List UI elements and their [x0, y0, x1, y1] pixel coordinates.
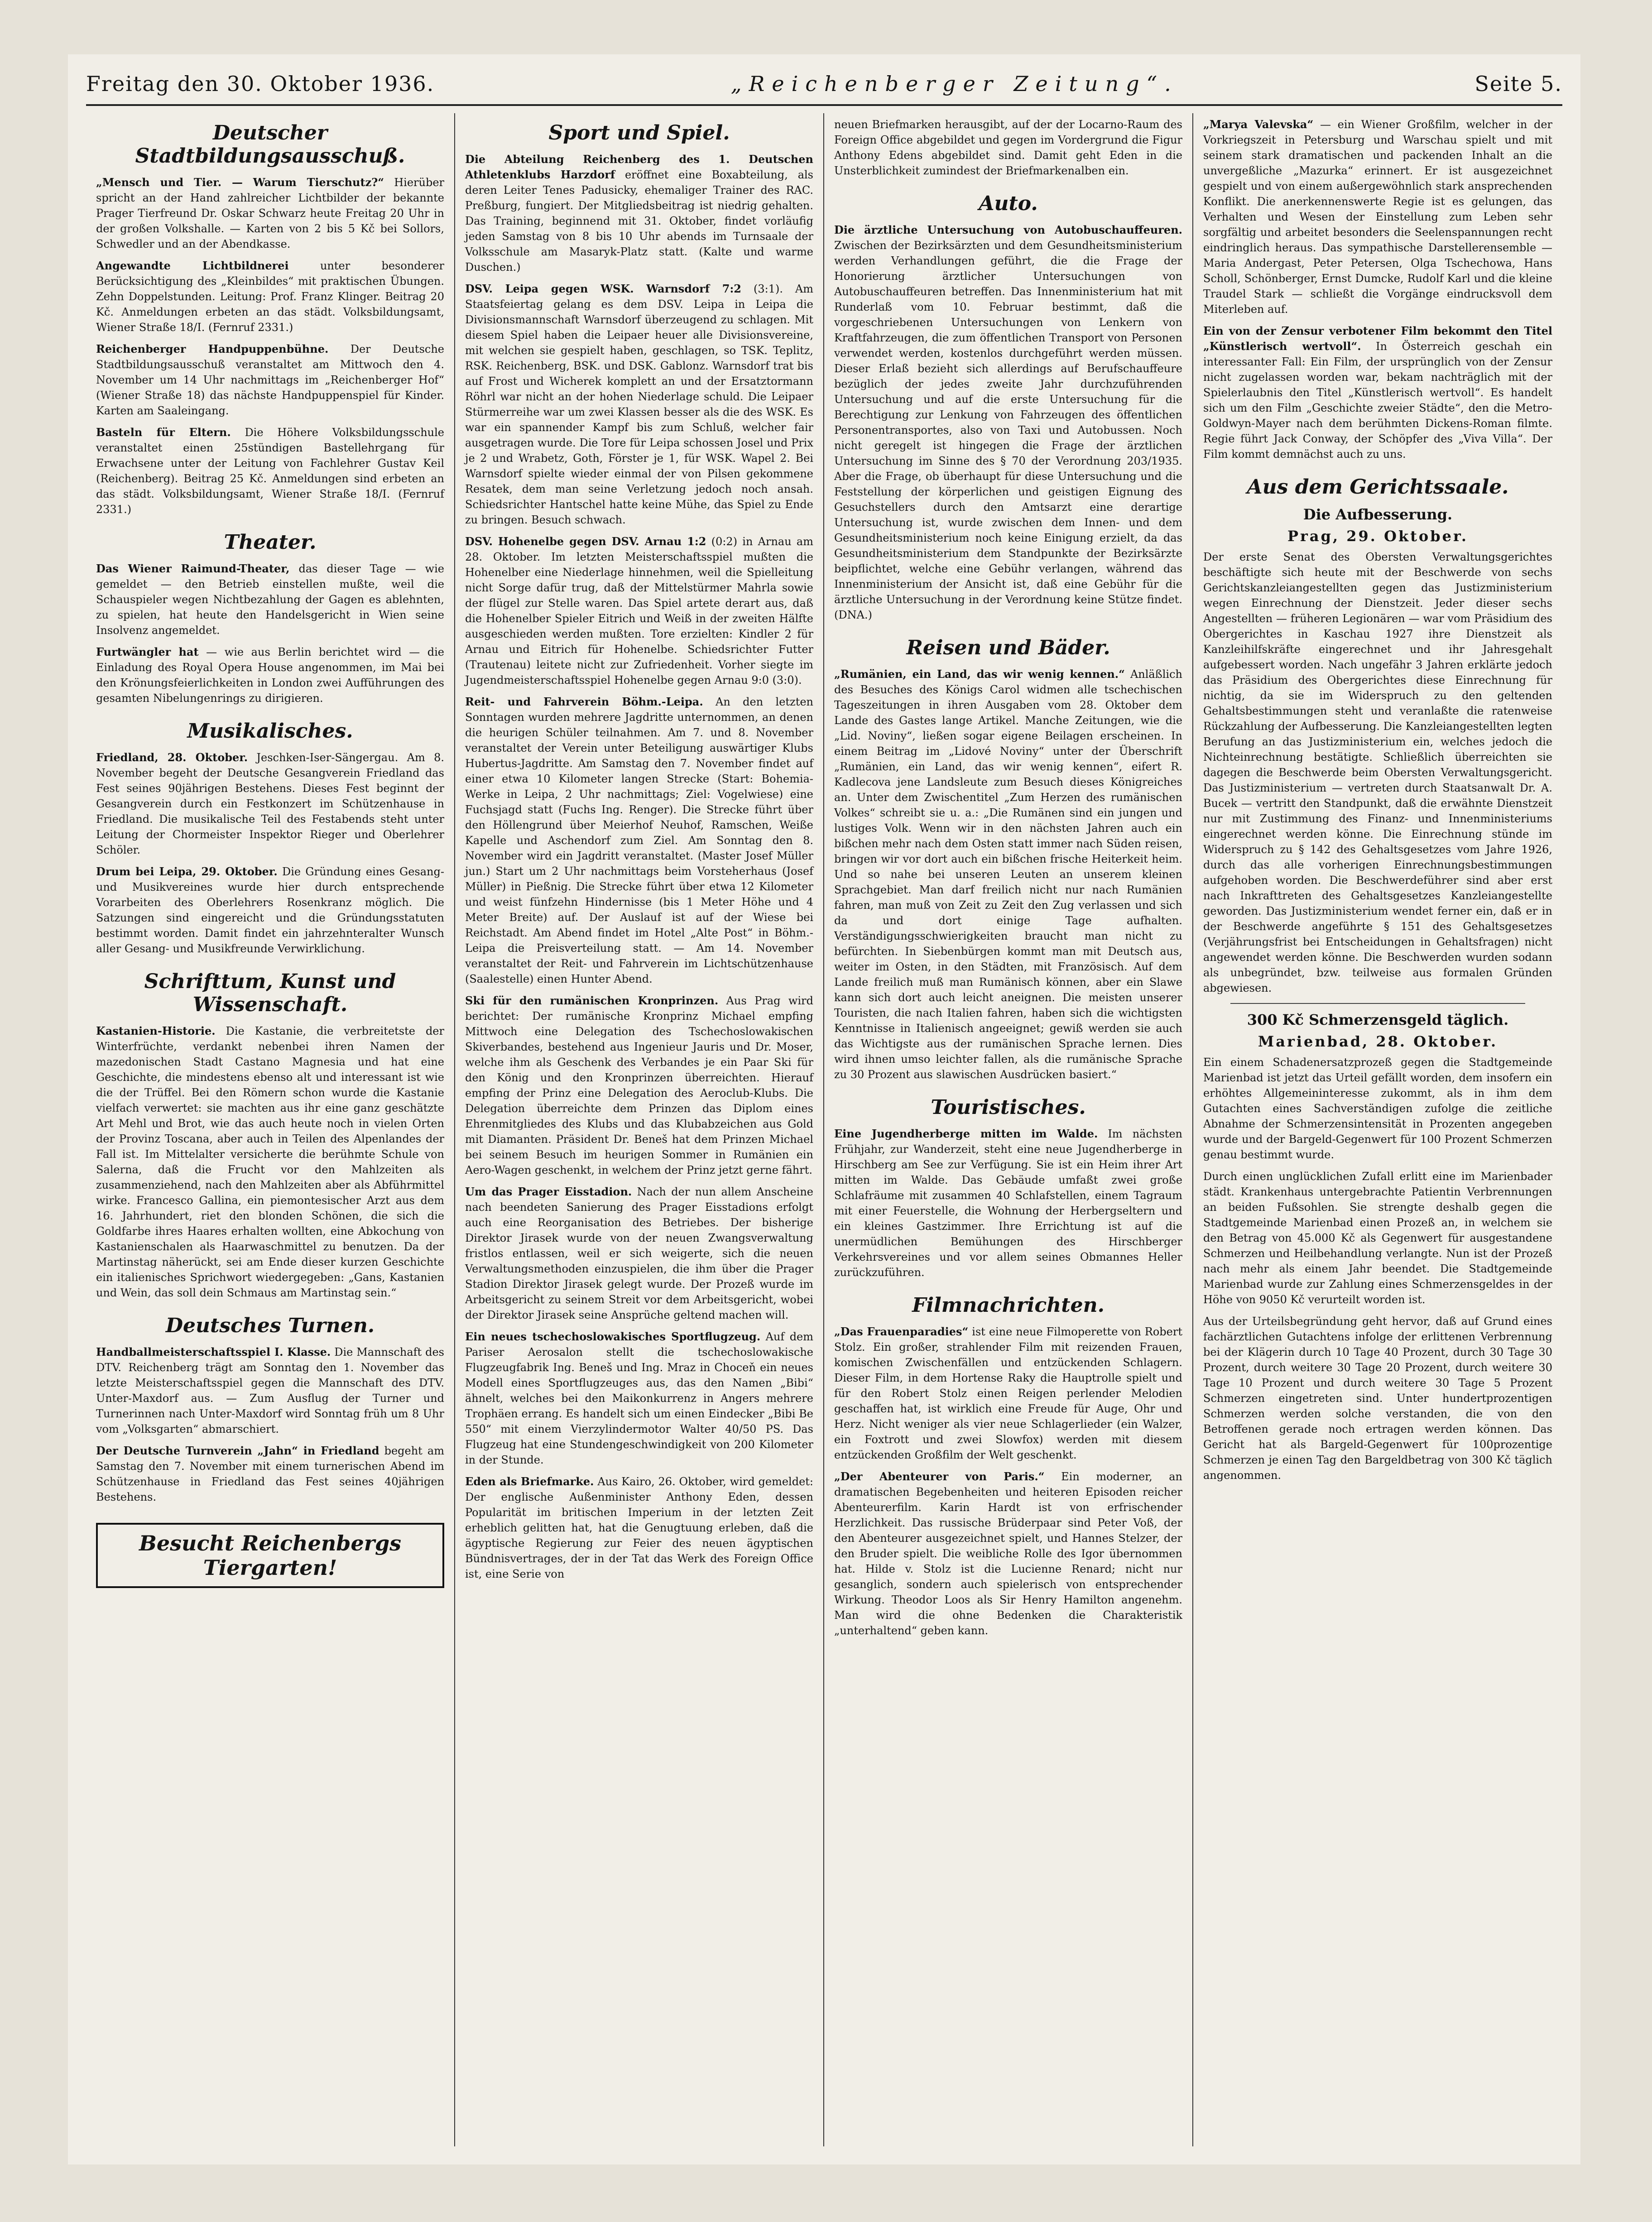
article-lead: Ein von der Zensur verbotener Film bekommt den Titel „Künstlerisch wertvoll“. [1203, 324, 1552, 353]
header-masthead: „Reichenberger Zeitung“. [730, 72, 1178, 96]
dateline: Prag, 29. Oktober. [1287, 528, 1469, 545]
article-text: Aus der Urteilsbegründung geht hervor, daß auf Grund eines fachärztlichen Gutachtens infolge der erlittenen Verbrennung bei der Klägerin durch 10 Tage 40 Prozent, durch 30 Tage 30 Prozent, durch weitere 30 Tage 20 Prozent, durch weitere 30 Tage 10 Prozent und durch weitere 30 Tage 5 Prozent Schmerzen eingetreten sind. Unter hundertprozentigen Schmerzen werden solche verstanden, die von den Betroffenen gerade noch ertragen werden können. Das Gericht hat als Bargeld-Gegenwert für 100prozentige Schmerzen je einen Tag den Bargeldbetrag von 300 Kč täglich angenommen. [1203, 1315, 1552, 1482]
article-lead: Reichenberger Handpuppenbühne. [96, 342, 329, 355]
section-title: Auto. [979, 192, 1038, 215]
article-text: Die Gründung eines Gesang- und Musikvereines wurde hier durch entsprechende Vorarbeiten des Oberlehrers Rosenkranz möglich. Die Satzungen sind eingereicht und die Gründungsstatuten bestimmt worden. Damit findet ein jahrzehnteralter Wunsch aller Gesang- und Musikfreunde Verwirklichung. [96, 865, 444, 955]
article-text: Aus Prag wird berichtet: Der rumänische Kronprinz Michael empfing Mittwoch eine Delegation des Tschechoslowakischen Skiverbandes, bestehend aus Ingenieur Jauris und Dr. Moser, welche ihm als Geschenk des Verbandes je ein Paar Ski für den König und den Kronprinzen überreichten. Hierauf empfing der Prinz eine Delegation des Aeroclub-Klubs. Die Delegation überreichte dem Prinzen das Diplom eines Ehrenmitgliedes des Klubs und das Klubabzeichen aus Gold mit Diamanten. Präsident Dr. Beneš hat dem Prinzen Michael bei seinem Besuch im heurigen Sommer in Rumänien ein Aero-Wagen geschenkt, in welchem der Prinz jetzt gerne fährt. [465, 994, 813, 1176]
page-header [86, 68, 1562, 100]
article [465, 152, 813, 275]
article-text: ist eine neue Filmoperette von Robert Stolz. Ein großer, strahlender Film mit reizenden Frauen, komischen Zwischenfällen und entzückenden Schlagern. Dieser Film, in dem Hortense Raky die Hauptrolle spielt und für den Robert Stolz einen Reigen perlender Melodien geschaffen hat, ist wirklich eine Freude für Auge, Ohr und Herz. Nicht weniger als vier neue Schlagerlieder (ein Walzer, ein Foxtrott und zwei Slowfox) werden mit diesem entzückenden Großfilm der Welt geschenkt. [834, 1325, 1182, 1461]
section-title: Theater. [224, 531, 317, 554]
article [465, 1474, 813, 1582]
newspaper-page [68, 54, 1580, 2164]
article-text: An den letzten Sonntagen wurden mehrere Jagdritte unternommen, an denen die heurigen Schüler teilnahmen. Am 7. und 8. November veranstaltet der Verein unter Beteiligung auswärtiger Klubs Hubertus-Jagdritte. Am Samstag den 7. November findet auf einer etwa 10 Kilometer langen Strecke (Start: Bohemia-Werke in Leipa, 2 Uhr nachmittags; Ziel: Vogelwiese) eine Fuchsjagd statt (Fuchs Ing. Renger). Die Strecke führt über den Höllengrund über Meierhof Neuhof, Ramschen, Weiße Kapelle und Aschendorf zum Ziel. Am Sonntag den 8. November wird ein Jagdritt veranstaltet. (Master Josef Müller jun.) Start um 2 Uhr nachmittags beim Vorsteherhaus (Josef Müller) in Pießnig. Die Strecke führt über etwa 12 Kilometer und weist fünfzehn Hindernisse (bis 1 Meter Höhe und 4 Meter Breite) auf. Der Auslauf ist auf der Wiese bei Reichstadt. Am Abend findet im Hotel „Alte Post“ in Böhm.-Leipa die Preisverteilung statt. — Am 14. November veranstaltet der Reit- und Fahrverein im Lichtschützenhause (Saalestelle) einen Hunter Abend. [465, 696, 813, 985]
section-title: Touristisches. [931, 1096, 1086, 1119]
article-text: neuen Briefmarken herausgibt, auf der der Locarno-Raum des Foreign Office abgebildet und gegen im Vordergrund die Figur Anthony Edens abgebildet sind. Damit geht Eden in die Unsterblichkeit zumindest der Briefmarkenalben ein. [834, 118, 1182, 177]
article-text: Zwischen der Bezirksärzten und dem Gesundheitsministerium werden Verhandlungen geführt, die die Frage der Honorierung ärztlicher Untersuchungen von Autobuschauffeuren betreffen. Das Innenministerium hat mit Runderlaß vom 10. Februar bestimmt, daß die vorgeschriebenen Untersuchungen von Lenkern von Kraftfahrzeugen, die zum öffentlichen Transport von Personen verwendet werden, kostenlos durchgeführt werden müssen. Dieser Erlaß bezieht sich allerdings auf Berufschauffeure bezüglich der jedes zweite Jahr durchzuführenden Untersuchung und auf die erste Untersuchung für die Berechtigung zur Lenkung von Fahrzeugen des öffentlichen Personentransportes, also von Taxi und Autobussen. Noch nicht geregelt ist hingegen die Frage der ärztlichen Untersuchung im Sinne des § 70 der Verordnung 203/1935. Aber die Frage, ob überhaupt für diese Untersuchung und die Feststellung der körperlichen und geistigen Eignung des Gesuchstellers durch den Amtsarzt eine derartige Untersuchung ist, wurde zwischen dem Innen- und dem Gesundheitsministerium noch keine Einigung erzielt, da das Gesundheitsministerium dem Standpunkte der Bezirksärzte beipflichtet, welche eine Gebühr verlangen, während das Innenministerium der Ansicht ist, daß eine Gebühr für die ärztliche Untersuchung in der Verordnung keine Stütze findet. (DNA.) [834, 239, 1182, 621]
article-lead: Die ärztliche Untersuchung von Autobuschauffeuren. [834, 223, 1182, 236]
article [834, 222, 1182, 623]
article [834, 667, 1182, 1082]
article-text: Im nächsten Frühjahr, zur Wanderzeit, steht eine neue Jugendherberge in Hirschberg am See zur Verfügung. Sie ist ein Heim ihrer Art mitten im Walde. Das Gebäude umfaßt zwei große Schlafräume mit zusammen 40 Schlafstellen, einem Tagraum mit einer Feuerstelle, die Wohnung der Herbergseltern und ein kleines Gastzimmer. Ihre Errichtung ist auf die unermüdlichen Bemühungen des Hirschberger Verkehrsvereines und vor allem seines Obmannes Heller zurückzuführen. [834, 1128, 1182, 1279]
article-text: Durch einen unglücklichen Zufall erlitt eine im Marienbader städt. Krankenhaus untergebrachte Patientin Verbrennungen an beiden Fußsohlen. Sie strengte deshalb gegen die Stadtgemeinde Marienbad einen Prozeß an, in welchem sie den Betrag von 45.000 Kč als Gegenwert für ausgestandene Schmerzen und Heilbehandlung verlangte. Nun ist der Prozeß nach mehr als einem Jahr beendet. Die Stadtgemeinde Marienbad wurde zur Zahlung eines Schmerzensgeldes in der Höhe von 9050 Kč verurteilt worden ist. [1203, 1170, 1552, 1306]
article-continuation [834, 117, 1182, 178]
article [465, 993, 813, 1178]
article-text: eröffnet eine Boxabteilung, als deren Leiter Tenes Padusicky, ehemaliger Trainer des RAC. Preßburg, fungiert. Der Mitgliedsbeitrag ist niedrig gehalten. Das Training, beginnend mit 31. Oktober, findet vorläufig jeden Samstag von 8 bis 10 Uhr abends im Turnsaale der Volksschule am Masaryk-Platz statt. (Kalte und warme Duschen.) [465, 168, 813, 274]
article-text: Die Kastanie, die verbreitetste der Winterfrüchte, verdankt nebenbei ihren Namen der mazedonischen Stadt Castano Magnesia und hat eine Geschichte, die mindestens ebenso alt und interessant ist wie die der Trüffel. Bei den Römern schon wurde die Kastanie vielfach verwertet: sie machten aus ihr eine ganz geschätzte Art Mehl und Brot, wie das auch heute noch in vielen Orten der Provinz Toscana, aber auch in Teilen des Alpenlandes der Fall ist. Im Mittelalter versicherte die berühmte Schule von Salerna, daß die Frucht vor den Mahlzeiten als zusammenziehend, nach den Mahlzeiten aber als Abführmittel wirke. Francesco Gallina, ein piemontesischer Arzt aus dem 16. Jahrhundert, riet den blonden Schönen, die sich die Goldfarbe ihres Haares erhalten wollten, eine Abkochung von Kastanienschalen als Haarwaschmittel zu benutzen. Da der Martinstag näherückt, sei am Ende dieser kurzen Geschichte ein italienisches Sprichwort wiedergegeben: „Gans, Kastanien und Wein, das soll dein Schmaus am Martinstag sein.“ [96, 1025, 444, 1299]
column-4 [1193, 113, 1562, 2146]
article-text: Die Mannschaft des DTV. Reichenberg trägt am Sonntag den 1. November das letzte Meisterschaftsspiel gegen die Mannschaft des DTV. Unter-Maxdorf aus. — Zum Ausflug der Turner und Turnerinnen nach Unter-Maxdorf wird Sonntag früh um 8 Uhr vom „Volksgarten“ abmarschiert. [96, 1346, 444, 1435]
article [834, 1469, 1182, 1638]
section-title: Filmnachrichten. [912, 1294, 1105, 1317]
article [96, 1023, 444, 1301]
article-text: Ein einem Schadenersatzprozeß gegen die Stadtgemeinde Marienbad ist jetzt das Urteil gefällt worden, dem insofern ein erhöhtes Allgemeininteresse zukommt, als in ihm dem Gutachten eines Sachverständigen zufolge die zeitliche Abnahme der Schmerzensintensität in Prozenten angegeben wurde und der Bargeld-Gegenwert für 100 Prozent Schmerzen genau bestimmt wurde. [1203, 1056, 1552, 1161]
article [465, 1329, 813, 1468]
section-title: Sport und Spiel. [548, 121, 730, 144]
article-text: Die Höhere Volksbildungsschule veranstaltet einen 25stündigen Bastellehrgang für Erwachsene unter der Leitung von Fachlehrer Gustav Keil (Reichenberg). Beitrag 25 Kč. Anmeldungen sind erbeten an das städt. Volksbildungsamt, Wiener Straße 18/I. (Fernruf 2331.) [96, 426, 444, 516]
article-text: Jeschken-Iser-Sängergau. Am 8. November begeht der Deutsche Gesangverein Friedland das Fest seines 90jährigen Bestehens. Dieses Fest beginnt der Gesangverein durch ein Festkonzert im Schützenhause in Friedland. Die musikalische Teil des Festabends steht unter Leitung der Chormeister Inspektor Rieger und Oberlehrer Schöler. [96, 751, 444, 856]
article-lead: Friedland, 28. Oktober. [96, 751, 248, 764]
column-2 [455, 113, 824, 2146]
article-text: Anläßlich des Besuches des Königs Carol widmen alle tschechischen Tageszeitungen in ihren Ausgaben vom 28. Oktober dem Lande des Gastes lange Artikel. Manche Zeitungen, wie die „Lid. Noviny“, ließen sogar eigene Beilagen erscheinen. In einem Beitrag im „Lidové Noviny“ unter der Überschrift „Rumänien, ein Land, das wir wenig kennen“, eifert R. Kadlecova jene Landsleute zum Besuch dieses Königreiches an. Unter dem Zwischentitel „Zum Herzen des rumänischen Volkes“ schreibt sie u. a.: „Die Rumänen sind ein jungen und lustiges Volk. Wenn wir in den nächsten Jahren auch ein bißchen mehr nach dem Osten statt immer nach Süden reisen, bringen wir vor dort auch ein bißchen frische Heiterkeit heim. Und so nahe bei unseren Leuten an unserem kleinen Sprachgebiet. Man darf freilich nicht nur nach Rumänien fahren, man muß von Zeit zu Zeit den Zug verlassen und sich da und dort einige Tage aufhalten. Verständigungsschwierigkeiten braucht man nicht zu befürchten. In Siebenbürgen kommt man mit Deutsch aus, weiter im Osten, in den Städten, mit Französisch. Auf dem Lande freilich muß man Rumänisch können, aber ein Slawe kann sich dort auch leicht aneignen. Die meisten unserer Touristen, die nach Italien fahren, haben sich die wichtigsten Kenntnisse in Italienisch angeeignet; gewiß werden sie auch das Wichtigste aus der rumänischen Sprache lernen. Dies wird ihnen umso leichter fallen, als die rumänische Sprache zu 30 Prozent aus slawischen Ausdrücken basiert.“ [834, 668, 1182, 1081]
article-text: das dieser Tage — wie gemeldet — den Betrieb einstellen mußte, weil die Schauspieler wegen Nichtbezahlung der Gagen es ablehnten, zu spielen, hat heute den Handelsgericht in Wien seine Insolvenz angemeldet. [96, 562, 444, 637]
header-page-number: Seite 5. [1474, 72, 1562, 96]
section-title: Deutsches Turnen. [165, 1314, 375, 1337]
article [96, 750, 444, 858]
article [96, 1443, 444, 1505]
section-title: Deutscher Stadtbildungsausschuß. [135, 121, 405, 168]
article-lead: „Rumänien, ein Land, das wir wenig kennen.“ [834, 667, 1125, 681]
header-rule [86, 104, 1562, 106]
article [465, 534, 813, 688]
dateline: Marienbad, 28. Oktober. [1258, 1033, 1498, 1050]
article-text: Ein moderner, an dramatischen Begebenheiten und heiteren Episoden reicher Abenteurerfilm. Karin Hardt ist von erfrischender Herzlichkeit. Das russische Brüderpaar sind Peter Voß, der den Abenteurer ausgezeichnet spielt, und Hannes Stelzer, der den Bruder spielt. Die weibliche Rolle des Igor übernommen hat. Hilde v. Stolz ist die Lucienne Renard; nicht nur gesanglich, sondern auch spielerisch von entsprechender Wirkung. Theodor Loos als Sir Henry Hamilton angenehm. Man wird die ohne Bedenken die Charakteristik „unterhaltend“ geben kann. [834, 1470, 1182, 1637]
article-lead: Um das Prager Eisstadion. [465, 1185, 632, 1198]
article [96, 425, 444, 517]
article-lead: Das Wiener Raimund-Theater, [96, 562, 290, 575]
article-text: Der Deutsche Stadtbildungsausschuß veranstaltet am Mittwoch den 4. November um 14 Uhr nachmittags im „Reichenberger Hof“ (Wiener Straße 18) das nächste Handpuppenspiel für Kinder. Karten am Saaleingang. [96, 343, 444, 417]
article-lead: Ein neues tschechoslowakisches Sportflugzeug. [465, 1330, 761, 1343]
article-lead: Der Deutsche Turnverein „Jahn“ in Friedland [96, 1444, 379, 1457]
article-lead: Basteln für Eltern. [96, 426, 231, 439]
article [96, 258, 444, 335]
column-3 [824, 113, 1193, 2146]
article [1203, 1055, 1552, 1162]
article-lead: „Mensch und Tier. — Warum Tierschutz?“ [96, 176, 384, 189]
article-headline: 300 Kč Schmerzensgeld täglich. [1247, 1011, 1509, 1028]
article [465, 694, 813, 987]
article [96, 341, 444, 418]
column-1 [86, 113, 455, 2146]
article-text: unter besonderer Berücksichtigung des „Kleinbildes“ mit praktischen Übungen. Zehn Doppelstunden. Leitung: Prof. Franz Klinger. Beitrag 20 Kč. Anmeldungen erbeten an das städt. Volksbildungsamt, Wiener Straße 18/I. (Fernruf 2331.) [96, 259, 444, 334]
article-lead: Furtwängler hat [96, 645, 199, 658]
article-text: Der erste Senat des Obersten Verwaltungsgerichtes beschäftigte sich heute mit der Beschwerde von sechs Gerichtskanzleiangestellten gegen das Justizministerium wegen Einrechnung der Dienstzeit. Jeder dieser sechs Angestellten — früheren Legionären — war vom Präsidium des Obergerichtes in Kaschau 1927 ihre Dienstzeit als Kanzleihilfskräfte eingerechnet und ihr Jahresgehalt aufgebessert worden. Nach ungefähr 3 Jahren erklärte jedoch das Präsidium des Obergerichtes diese Einrechnung für nichtig, da sie im Widerspruch zu den geltenden Gehaltsbestimmungen steht und veranlaßte die ratenweise Rückzahlung der Aufbesserung. Die Kanzleiangestellten legten Berufung an das Justizministerium ein, welches jedoch die Nichteinrechnung bestätigte. Schließlich überreichten sie dagegen die Beschwerde beim Obersten Verwaltungsgericht. Das Justizministerium — vertreten durch Staatsanwalt Dr. A. Bucek — vertritt den Standpunkt, daß die erwähnte Dienstzeit nur mit Zustimmung des Finanz- und Innenministeriums eingerechnet werden könne. Die Einrechnung stünde im Widerspruch zu § 142 des Gehaltsgesetzes vom Jahre 1926, durch das alle vorherigen Einrechnungsbestimmungen aufgehoben worden. Die Beschwerdeführer sind aber erst nach Inkrafttreten des Gehaltsgesetzes Kanzleiangestellte geworden. Das Justizministerium wendet ferner ein, daß er in der Beschwerde angeführte § 151 des Gehaltsgesetzes (Verjährungsfrist bei Entscheidungen in Gehaltsfragen) nicht angewendet werden könne. Die Beschwerden wurden sodann als unbegründet, bzw. teilweise aus formalen Gründen abgewiesen. [1203, 551, 1552, 994]
section-title: Schrifttum, Kunst und Wissenschaft. [144, 970, 396, 1016]
article-lead: DSV. Leipa gegen WSK. Warnsdorf 7:2 [465, 282, 742, 295]
article [1203, 549, 1552, 996]
article-text: In Österreich geschah ein interessanter Fall: Ein Film, der ursprünglich von der Zensur nicht zugelassen worden war, bekam nachträglich mit der Spielerlaubnis den Titel „Künstlerisch wertvoll“. Es handelt sich um den Film „Geschichte zweier Städte“, den die Metro-Goldwyn-Mayer nach dem berühmten Dickens-Roman filmte. Regie führt Jack Conway, der Schöpfer des „Viva Villa“. Der Film kommt demnächst auch zu uns. [1203, 340, 1552, 461]
article [465, 281, 813, 528]
article-text: (3:1). Am Staatsfeiertag gelang es dem DSV. Leipa in Leipa die Divisionsmannschaft Warnsdorf überzeugend zu schlagen. Mit diesem Spiel haben die Leipaer heuer alle Divisionsvereine, mit welchen sie gespielt haben, geschlagen, so TSK. Teplitz, RSK. Reichenberg, BSK. und DSK. Gablonz. Warnsdorf trat bis auf Frost und Wicherek komplett an und der Ersatztormann Röhrl war nicht an der hohen Niederlage schuld. Die Leipaer Stürmerreihe war um zwei Klassen besser als die des WSK. Es war ein spannender Kampf bis zum Schluß, welcher fair ausgetragen wurde. Die Tore für Leipa schossen Josel und Prix je 2 und Wrabetz, Goth, Förster je 1, für WSK. Wapel 2. Bei Warnsdorf spielte wieder einmal der von Pilsen gekommene Resatek, dem man seine Verletzung jedoch noch ansah. Schiedsrichter Hantschel hatte keine Mühe, das Spiel zu Ende zu bringen. Besuch schwach. [465, 283, 813, 526]
article [96, 175, 444, 252]
article-lead: „Marya Valevska“ [1203, 118, 1314, 131]
article-lead: Handballmeisterschaftsspiel I. Klasse. [96, 1345, 331, 1358]
article-text: (0:2) in Arnau am 28. Oktober. Im letzten Meisterschaftsspiel mußten die Hohenelber eine Niederlage hinnehmen, weil die Spielleitung nicht Sorge dafür trug, daß der Mittelstürmer Mahrla sowie der flügel zur Stelle waren. Das Spiel artete derart aus, daß die Hohenelber Spieler Eitrich und Weiß in der zweiten Hälfte ausgeschieden werden mußten. Tore erzielten: Kindler 2 für Arnau und Eitrich für Hohenelbe. Schiedsrichter Futter (Trautenau) leitete nicht zur Zufriedenheit. Vorher siegte im Jugendmeisterschaftsspiel Hohenelbe gegen Arnau 9:0 (3:0). [465, 535, 813, 686]
article [1203, 1314, 1552, 1483]
article-lead: „Der Abenteurer von Paris.“ [834, 1470, 1045, 1483]
article-subheading: Die Aufbesserung. [1303, 506, 1453, 523]
header-date: Freitag den 30. Oktober 1936. [86, 72, 435, 96]
article-lead: Drum bei Leipa, 29. Oktober. [96, 865, 278, 878]
article-lead: Die Abteilung Reichenberg des 1. Deutschen Athletenklubs Harzdorf [465, 153, 813, 181]
columns [86, 113, 1562, 2146]
article-text: Nach der nun allem Anscheine nach beendeten Sanierung des Prager Eisstadions erfolgt auch eine Reorganisation des Betriebes. Der bisherige Direktor Jirasek wurde von der neuen Zwangsverwaltung fristlos entlassen, weil er sich weigerte, sich die neuen Verwaltungsmethoden einzuspielen, die ihm über die Prager Stadion Direktor Jirasek gelegt wurde. Der Prozeß wurde im Arbeitsgericht zu seinem Streit vor dem Arbeitsgericht, wobei der Direktor Jirasek seine Ansprüche geltend machen will. [465, 1185, 814, 1321]
article [96, 1344, 444, 1437]
article [465, 1184, 813, 1323]
article [1203, 323, 1552, 462]
article-lead: Eden als Briefmarke. [465, 1475, 594, 1488]
divider [1230, 1003, 1525, 1004]
article [96, 561, 444, 638]
article-lead: DSV. Hohenelbe gegen DSV. Arnau 1:2 [465, 535, 706, 548]
article-text: — ein Wiener Großfilm, welcher in der Vorkriegszeit in Petersburg und Warschau spielt und mit seinem stark dramatischen und packenden Inhalt an die unvergeßliche „Mazurka“ erinnert. Er ist ausgezeichnet gespielt und von einem außergewöhnlich stark ansprechenden Konflikt. Die anerkennenswerte Regie ist es gelungen, das Verhalten und Wesen der Einstellung zum Leben sehr sorgfältig und arbeitet besonders die Seelenspannungen recht eindringlich heraus. Das sympathische Darstellerensemble — Maria Andergast, Peter Petersen, Olga Tschechowa, Hans Scholl, Schönberger, Ernst Dumcke, Rudolf Karl und die kleine Traudel Stark — schließt die Vorgänge eindrucksvoll dem Miterleben auf. [1203, 118, 1552, 316]
article [834, 1126, 1182, 1280]
article-lead: Ski für den rumänischen Kronprinzen. [465, 994, 719, 1007]
advertisement-banner: Besucht Reichenbergs Tiergarten! [96, 1523, 444, 1588]
section-title: Aus dem Gerichtssaale. [1247, 475, 1509, 499]
article-text: Auf dem Pariser Aerosalon stellt die tschechoslowakische Flugzeugfabrik Ing. Beneš und Ing. Mraz in Choceň ein neues Modell eines Sportflugzeuges aus, das den Namen „Bibi“ ähnelt, welches bei den Maikonkurrenz in Angers mehrere Trophäen errang. Es handelt sich um einen Eindecker „Bibi Be 550“ mit einem Vierzylindermotor Walter 40/50 PS. Das Flugzeug hat eine Stundengeschwindigkeit von 200 Kilometer in der Stunde. [465, 1330, 814, 1466]
article [834, 1324, 1182, 1463]
article [96, 864, 444, 956]
article [1203, 117, 1552, 317]
article-text: begeht am Samstag den 7. November mit einem turnerischen Abend im Schützenhause in Friedland das Fest seines 40jährigen Bestehens. [96, 1445, 444, 1503]
article-text: Aus Kairo, 26. Oktober, wird gemeldet: Der englische Außenminister Anthony Eden, dessen Popularität im britischen Imperium in der letzten Zeit erheblich gelitten hat, hat die Genugtuung erleben, daß die ägyptische Regierung zur Feier des neuen ägyptischen Bündnisvertrages, der in der Tat das Werk des Foreign Office ist, eine Serie von [465, 1475, 814, 1580]
article-lead: Angewandte Lichtbildnerei [96, 259, 289, 272]
article [1203, 1169, 1552, 1307]
section-title: Reisen und Bäder. [906, 636, 1110, 659]
article-lead: Eine Jugendherberge mitten im Walde. [834, 1127, 1098, 1140]
article [96, 644, 444, 706]
article-lead: Reit- und Fahrverein Böhm.-Leipa. [465, 695, 703, 708]
section-title: Musikalisches. [187, 720, 353, 743]
article-lead: „Das Frauenparadies“ [834, 1325, 969, 1338]
article-text: Hierüber spricht an der Hand zahlreicher Lichtbilder der bekannte Prager Tierfreund Dr. Oskar Schwarz heute Freitag 20 Uhr in der großen Volkshalle. — Karten von 2 bis 5 Kč bei Sollors, Schwedler und an der Abendkasse. [96, 176, 444, 250]
article-text: — wie aus Berlin berichtet wird — die Einladung des Royal Opera House angenommen, im Mai bei den Krönungsfeierlichkeiten in London zwei Aufführungen des gesamten Nibelungenrings zu dirigieren. [96, 646, 444, 705]
article-lead: Kastanien-Historie. [96, 1024, 216, 1037]
